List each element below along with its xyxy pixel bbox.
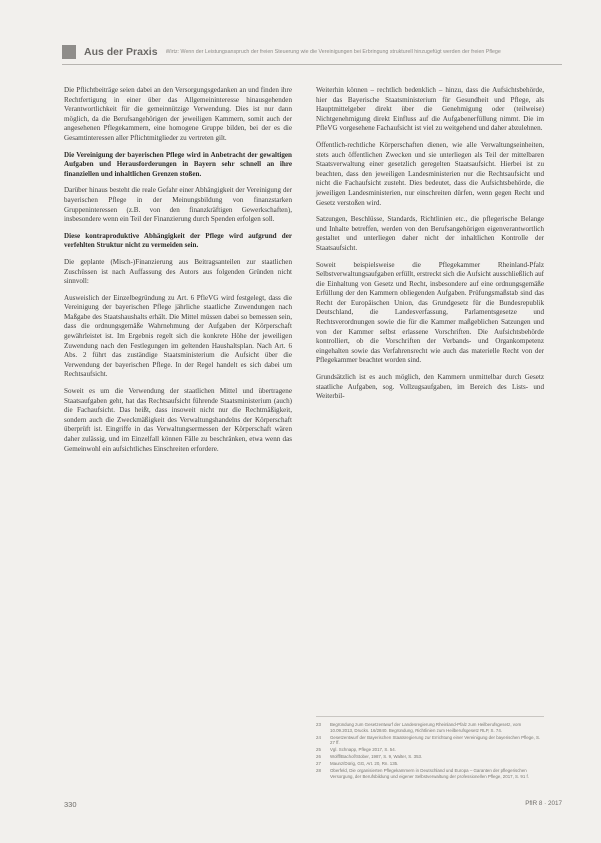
- footnote-number: 23: [316, 722, 321, 727]
- footnote-text: Maunz/Dürig, GG, Art. 20, Rn. 135.: [330, 761, 399, 766]
- footnote-text: Begründung zum Gesetzentwurf der Landesregierung Rheinland-Pfalz zum Heilberufsgesetz, vom 10.09.2013, Drucks. 16/2840. Begründung, Richtlinien zum Heilberufsgesetz RLP, S. 74.: [330, 722, 522, 733]
- body-paragraph: Die geplante (Misch-)Finanzierung aus Beitragsanteilen zur staatlichen Zuschüssen ist nach Auffassung des Autors aus folgenden Gründen nicht sinnvoll:: [64, 257, 292, 286]
- body-paragraph: Die Pflichtbeiträge seien dabei an den Versorgungsgedanken an und finden ihre Rechtfertigung in einer über das Allgemeininteresse hinausgehenden Verantwortlichkeit für die gemeinnützige Verwendung. Dies ist nur dann möglich, da die Berufsangehörigen der jeweiligen Kammern, somit auch der angesehenen Pflegekammern, eine homogene Gruppe bilden, bei der es die Gesamtinteressen aller Pflichtmitglieder zu vertreten gilt.: [64, 86, 292, 142]
- footnote: [316, 754, 544, 760]
- page-number: 330: [64, 800, 77, 809]
- journal-reference: PflR 8 · 2017: [525, 800, 562, 807]
- body-paragraph: Darüber hinaus besteht die reale Gefahr einer Abhängigkeit der Vereinigung der bayerischen Pflege in der Meinungsbildung von finanzstarken Gruppeninteressen (z.B. von den finanzkräftigen Gewerkschaften), insbesondere wenn ein Teil der Finanzierung durch Spenden erfolgen soll.: [64, 186, 292, 224]
- body-paragraph: Ausweislich der Einzelbegründung zu Art. 6 PfleVG wird festgelegt, dass die Vereinigung der bayerischen Pflege jährliche staatliche Zuwendungen nach Maßgabe des Staatshaushalts erhält. Die Mittel müssen dabei so bemessen sein, dass die ordnungsgemäße Wahrnehmung der Aufgaben der Körperschaft gewährleistet ist. Im Ergebnis regelt sich die konkrete Höhe der jeweiligen Zuwendung nach den Festlegungen im geltenden Haushaltsplan. Nach Art. 6 Abs. 2 führt das zuständige Staatsministerium die Aufsicht über die Verwendung der bayerischen Pflege. In der Regel handelt es sich dabei um Rechtsaufsicht.: [64, 293, 292, 379]
- body-paragraph: Soweit es um die Verwendung der staatlichen Mittel und übertragene Staatsaufgaben geht, hat das Rechtsaufsicht führende Staatsministerium (auch) die Fachaufsicht. Das heißt, dass insoweit nicht nur die Rechtmäßigkeit, sondern auch die Zweckmäßigkeit des Verwaltungshandelns der Körperschaft überprüft ist. Eingriffe in das Verwaltungsermessen der Körperschaft wären daher zulässig, und im Einzelfall können Fälle zu beschränken, etwa wenn das Gemeinwohl ein aufsichtliches Einschreiten erfordere.: [64, 387, 292, 453]
- section-title: Aus der Praxis: [84, 46, 158, 58]
- footnote-text: Wolff/Bachof/Stober, 1987, S. 9, Walter, S. 353.: [330, 754, 423, 759]
- header-subtitle: Wirtz: Wenn der Leistungsanspruch der freien Steuerung wie die Vereinigungen bei Erbringung strukturell hinzugefügt werden der freien Pflege: [165, 49, 501, 55]
- left-column: [64, 86, 292, 461]
- running-header: [62, 42, 562, 62]
- body-paragraph: Weiterhin können – rechtlich bedenklich – hinzu, dass die Aufsichtsbehörde, hier das Bayerische Staatsministerium für Gesundheit und Pflege, als Hauptmittelgeber direkt über die Genehmigung oder (teilweise) Nichtgenehmigung direkt Einfluss auf die Aufgabenerfüllung nimmt. Die im PfleVG vorgesehene Fachaufsicht ist viel zu weitgehend und daher abzulehnen.: [316, 86, 544, 133]
- footnotes: [316, 716, 544, 781]
- footnote-text: Gesetzentwurf der Bayerischen Staatsregierung zur Errichtung einer Vereinigung der bayerischen Pflege, S. 27 ff.: [330, 734, 541, 745]
- body-paragraph: Grundsätzlich ist es auch möglich, den Kammern unmittelbar durch Gesetz staatliche Aufgaben, sog. Vollzugsaufgaben, im Bereich des Lists- und Weiterbil-: [316, 373, 544, 401]
- footnote-text: Oberfeld, Die organisierten Pflegekammern in Deutschland und Europa – Garanten der pflegerischen Versorgung, der Berufsbildung und eigener Selbstverwaltung der professionellen Pflege, 2017, S. 91 f.: [330, 768, 529, 779]
- footnote-number: 26: [316, 754, 321, 759]
- section-marker-square: [62, 45, 76, 59]
- footnote: [316, 768, 544, 779]
- body-paragraph: Soweit beispielsweise die Pflegekammer Rheinland-Pfalz Selbstverwaltungsaufgaben erfüllt, erstreckt sich die Aufsicht ausschließlich auf die Einhaltung von Gesetz und Recht, insbesondere auf eine ordnungsgemäße Erfüllung der den Kammern obliegenden Aufgaben. Prüfungsmaßstab sind das Recht der Europäischen Union, das Grundgesetz für die Bundesrepublik Deutschland, die Landesverfassung, Parlamentsgesetze und Rechtsverordnungen sowie die für die Kammer maßgeblichen Satzungen und von der Kammer selbst erlassene Vorschriften. Die Aufsichtsbehörde kontrolliert, ob die Vorschriften der Verbands- und Organkompetenz eingehalten sowie das Verfahrensrecht wie auch das materielle Recht von der Pflegekammer beachtet worden sind.: [316, 260, 544, 365]
- footnote-text: Vgl. Schnapp, Pflege 2017, S. 54.: [330, 747, 396, 752]
- footnote: [316, 761, 544, 767]
- footnote-number: 25: [316, 747, 321, 752]
- footnote: [316, 735, 544, 746]
- footnote-rule: [316, 716, 544, 717]
- right-column: [316, 86, 544, 409]
- footnote-number: 28: [316, 768, 321, 773]
- body-paragraph: Öffentlich-rechtliche Körperschaften dienen, wie alle Verwaltungseinheiten, stets auch öffentlichen Zwecken und sie unterliegen als Teil der mittelbaren Staatsverwaltung einer gesetzlich geregelten Staatsaufsicht. Hierbei ist zu beachten, dass den jeweiligen Landesministerien nur die Rechtsaufsicht und nicht die Fachaufsicht zusteht. Dies bedeutet, dass die Aufsichtsbehörde, die jeweiligen Landesministerien, nur einschreiten dürfen, wenn gegen Recht und Gesetz verstoßen wird.: [316, 140, 544, 207]
- footnote-number: 27: [316, 761, 321, 766]
- highlighted-paragraph: Die Vereinigung der bayerischen Pflege wird in Anbetracht der gewaltigen Aufgaben und Herausforderungen in Bayern sehr schnell an ihre finanziellen und inhaltlichen Grenzen stoßen.: [64, 150, 292, 178]
- body-paragraph: Satzungen, Beschlüsse, Standards, Richtlinien etc., die pflegerische Belange und Inhalte betreffen, werden von den Berufsangehörigen eigenverantwortlich gestaltet und unterliegen daher nicht der inhaltlichen Kontrolle der Staatsaufsicht.: [316, 215, 544, 252]
- highlighted-paragraph: Diese kontraproduktive Abhängigkeit der Pflege wird aufgrund der verfehlten Struktur nicht zu vermeiden sein.: [64, 231, 292, 250]
- footnote: [316, 722, 544, 733]
- footnote-number: 24: [316, 734, 321, 740]
- header-rule: [62, 64, 562, 65]
- footnote: [316, 747, 544, 753]
